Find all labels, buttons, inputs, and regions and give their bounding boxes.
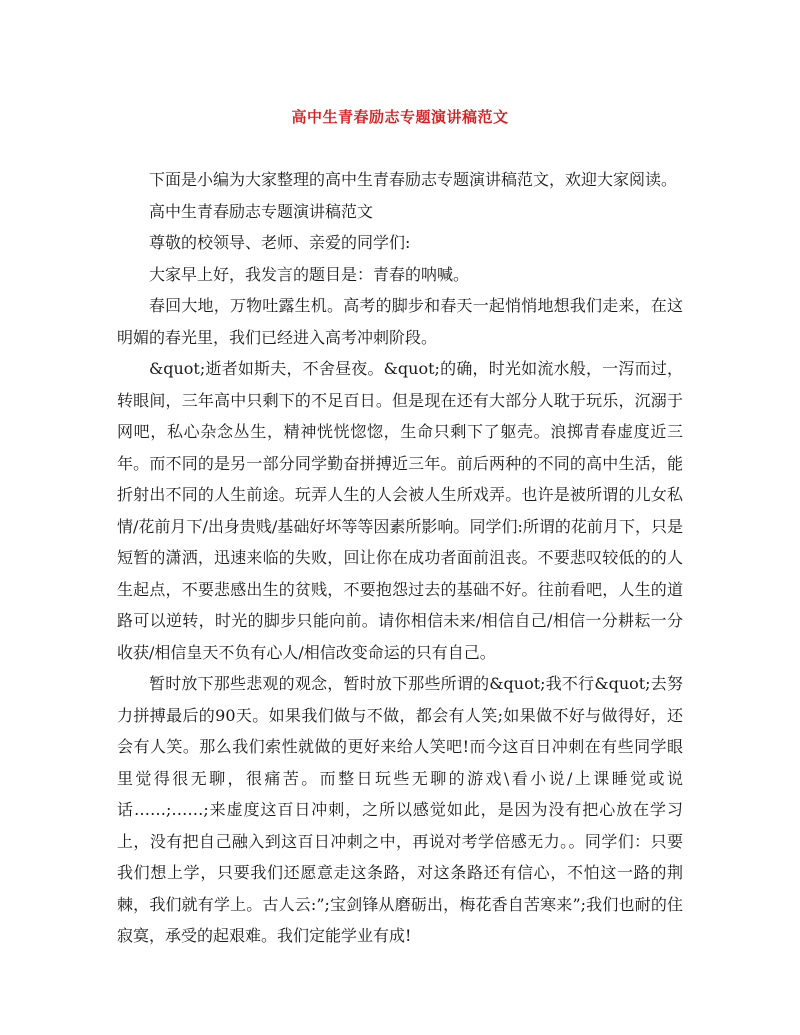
body-paragraph: 春回大地，万物吐露生机。高考的脚步和春天一起悄悄地想我们走来，在这明媚的春光里，我们已经进入高考冲刺阶段。 [117, 296, 683, 347]
intro-paragraph: 下面是小编为大家整理的高中生青春励志专题演讲稿范文，欢迎大家阅读。 [149, 170, 678, 189]
document-body [117, 164, 683, 952]
speech-heading: 高中生青春励志专题演讲稿范文 [149, 201, 374, 221]
body-paragraph: &quot;逝者如斯夫，不舍昼夜。&quot;的确，时光如流水般，一泻而过，转眼间，三年高中只剩下的不足百日。但是现在还有大部分人耽于玩乐，沉溺于网吧，私心杂念丛生，精神恍恍惚惚，生命只剩下了躯壳。浪掷青春虚度近三年。而不同的是另一部分同学勤奋拼搏近三年。前后两种的不同的高中生活，能折射出不同的人生前途。玩弄人生的人会被人生所戏弄。也许是被所谓的儿女私情/花前月下/出身贵贱/基础好坏等等因素所影响。同学们:所谓的花前月下，只是短暂的潇洒，迅速来临的失败，回让你在成功者面前沮丧。不要悲叹较低的的人生起点，不要悲感出生的贫贱，不要抱怨过去的基础不好。往前看吧，人生的道路可以逆转，时光的脚步只能向前。请你相信未来/相信自己/相信一分耕耘一分收获/相信皇天不负有心人/相信改变命运的只有自己。 [117, 359, 683, 662]
salutation: 尊敬的校领导、老师、亲爱的同学们: [149, 233, 411, 252]
body-paragraph: 暂时放下那些悲观的观念，暂时放下那些所谓的&quot;我不行&quot;去努力拼搏最后的90天。如果我们做与不做，都会有人笑;如果做不好与做得好，还会有人笑。那么我们索性就做的更好来给人笑吧!而今这百日冲刺在有些同学眼里觉得很无聊，很痛苦。而整日玩些无聊的游戏\看小说/上课睡觉或说话……;……;来虚度这百日冲刺，之所以感觉如此，是因为没有把心放在学习上，没有把自己融入到这百日冲刺之中，再说对考学倍感无力。。同学们：只要我们想上学，只要我们还愿意走这条路，对这条路还有信心，不怕这一路的荆棘，我们就有学上。古人云:”;宝剑锋从磨砺出，梅花香自苦寒来”;我们也耐的住寂寞，承受的起艰难。我们定能学业有成! [117, 674, 683, 945]
greeting-paragraph: 大家早上好，我发言的题目是：青春的呐喊。 [149, 264, 470, 284]
document-title: 高中生青春励志专题演讲稿范文 [291, 108, 509, 126]
